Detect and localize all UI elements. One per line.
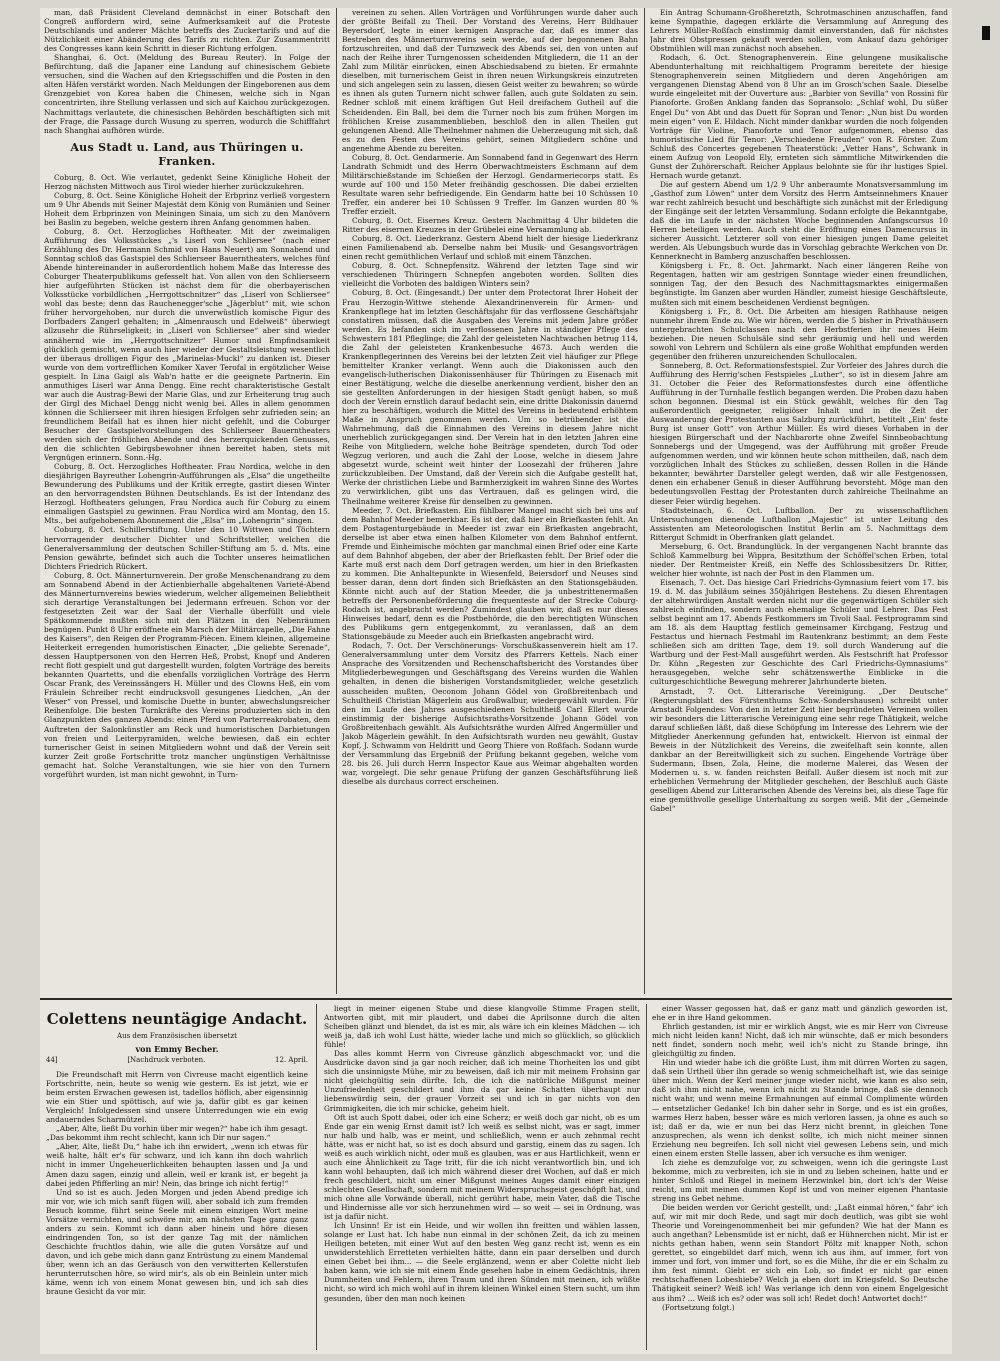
story-author-name: Emmy Becher. [154,1044,219,1054]
story-column-1 [46,1070,308,1350]
paragraph: Coburg, 8. Oct. Männerturnverein. Der große Menschenandrang zu dem am Sonnabend Abend in der Actienbierhalle abgehaltenen Varieté-Abend des Männerturnvereins bewies wiederum, welcher allgemeinen Beliebtheit sich derartige Veranstaltungen bei Jedermann erfreuen. Schon vor der festgesetzten Zeit war der Saal der Vierhalle überfüllt und viele Spätkommende mußten sich mit den Plätzen in den Nebenräumen begnügen. Punkt 8 Uhr eröffnete ein Marsch der Militärcapelle, „Die Fahne des Kaisers“, den Reigen der Programm-Piècen. Einem kleinen, allgemeine Heiterkeit erregenden humoristischen Einacter, „Die geliebte Serenade“, dessen Hauptpersonen von den Herren Heß, Probst, Knopf und Anderen recht flott gespielt und gut dargestellt wurden, folgten Vorträge des bereits bekannten Quartetts, und die ebenfalls vorzüglichen Vorträge des Herrn Oscar Frank, des Vereinssängers H. Müller und des Clowns Heß, ein vom Fräulein Schreiber recht eindrucksvoll gesungenes Liedchen, „An der Weser“ von Pressel, und komische Duette in bunter, abwechslungsreicher Reihenfolge. Die besten Turnkräfte des Vereins produzierten sich in den Glanzpunkten des ganzen Abends: einen Pferd von Parterreakrobaten, dem Auftreten der Salonkünstler am Reck und humoristischen Darbietungen von freien und Leiterpyramiden, welche bewiesen, daß ein echter turnerischer Geist in seinen Mitgliedern wohnt und daß der Verein seit kurzer Zeit große Fortschritte trotz mancher ungünstigen Verhältnisse gemacht hat. Solche Veranstaltungen, wie sie hier von den Turnern vorgeführt wurden, ist man nicht gewohnt, in Turn- [44,570,330,779]
paragraph: einer Wasser gegossen hat, daß er ganz matt und gänzlich geworden ist, ehe er in ihre Hand gekommen. [652,1004,948,1023]
paragraph: Die auf gestern Abend um 1/2 9 Uhr anberaumte Monatsversammlung im „Gasthof zum Löwen“ unter dem Vorsitz des Herrn Amtseinnehmers Knauer war recht zahlreich besucht und beschäftigte sich zunächst mit der Erledigung der Eingänge seit der letzten Versammlung. Sodann erfolgte die Bekanntgabe, daß die im Laufe in der nächsten Woche beginnenden Anfangscursus 10 Herren beteiligen werden. Auch steht die Eröffnung eines Damencursus in sicherer Aussicht. Letzterer soll von einer hiesigen jungen Dame geleitet werden. Als Uebungsbuch wurde das in Vorschlag gebrachte Werkchen von Dr. Kennerknecht in Bamberg anzuschaffen beschlossen. [650,179,948,262]
page-corner-mark [982,26,990,40]
section-divider [40,998,952,1000]
story-subtitle: Aus dem Französischen übersetzt [117,1032,237,1040]
paragraph: Arnstadt, 7. Oct. Litterarische Vereinigung. „Der Deutsche“ (Regierungsblatt des Fürstenthums Schw.-Sondershausen) schreibt unter Arnstadt Folgendes: Von den in letzter Zeit hier begründeten Vereinen wollen wir besonders die Litterarische Vereinigung eine sehr rege Thätigkeit, welche darauf schließen läßt, daß diese Schöpfung im Interesse des Lehrern wie der Mitglieder Anerkennung gefunden hat, entwickelt. Hiervon ist einmal der Beweis in der Nützlichkeit des Vereins, die zweifelhaft sein konnte, allen dankbar an der Bereitwilligkeit sich zu suchen. Eingehende Vorträge über Sudermann, Ibsen, Zola, Heine, die moderne Malerei, das Wesen der Modernen u. s. w. fanden reichsten Beifall. Außer diesem ist noch mit zur erheblichen Vermehrung der Mitglieder geschehen, der Beschluß auch Gäste geselligen Abend zur Litterarischen Abende des Vereins bei, als diese Tage für eine gemüthvolle gesellige Unterhaltung zu sorgen weiß. Mit der „Gemeinde Gabel“ [650,686,948,814]
paragraph: Coburg, 8. Oct. Wie verlautet, gedenkt Seine Königliche Hoheit der Herzog nächsten Mittwoch aus Tirol wieder hierher zurückzukehren. [44,172,330,191]
story-date: 12. April. [275,1056,308,1064]
column-3 [650,8,948,988]
story-author-prefix: von [135,1044,152,1054]
paragraph: Die Freundschaft mit Herrn von Civreuse macht eigentlich keine Fortschritte, nein, heute so wenig wie gestern. Es ist jetzt, wie er beim ersten Erwachen gewesen ist, tadellos höflich, aber eigensinnig wie ein Stier und spöttisch, auf wie ja, dafür gibt es gar keinen Vergleich! Infolgedessen sind unsere Unterredungen wie ein ewig andauerndes Scharmützel. [46,1070,308,1125]
paragraph: „Aber, Alte, ließt Du vorhin über mir wegen?“ habe ich ihm gesagt. „Das bekommt ihm recht schlecht, kann ich Dir nur sagen.“ [46,1124,308,1143]
paragraph: Das alles kommt Herrn von Civreuse gänzlich abgeschmackt vor, und die Ausdrücke davon sind ja gar noch reicher, daß ich meine Thorheiten los und gibt sich die unsinnigste Mühe, mir zu beweisen, daß ich mir mit meinem Frohsinn gar nicht gleichgültig sein dürfte. Ich, die ich die natürliche Mißgunst meiner Unzufriedenheit geschildert und ihm da gar keine Schatten überhaupt nur liebenswürdig sein, der grauer Vorzeit sei und ich in gar nichts von den Grimmigkeiten, die ich mir schicke, geheim hielt. [324,1049,640,1113]
paragraph: Shanghai, 6. Oct. (Meldung des Bureau Reuter). In Folge der Befürchtung, daß die Japaner eine Landung auf chinesischem Gebiete versuchen, sind die Wachen auf den Kriegsschiffen und die Posten in den alten Häfen verstärkt worden. Nach Meldungen der Eingeborenen aus dem Grenzgebiet von Korea haben die Chinesen, welche sich in Ngan concentrirten, ihre Stellung verlassen und sich auf Kaichou zurückgezogen. Nachmittags verlautete, die chinesischen Behörden beschäftigten sich mit der Frage, die Passage durch Wusung zu sperren, wodurch die Schifffahrt nach Shanghai aufhören würde. [44,53,330,135]
newspaper-page [40,8,952,1354]
paragraph: (Fortsetzung folgt.) [662,1302,735,1312]
installment-number: 44] [46,1056,58,1064]
paragraph: Stadtsteinach, 6. Oct. Luftballon. Der zu wissenschaftlichen Untersuchungen dienende Luftballon „Majestic“ ist unter Leitung des Assistenten am Meteorologischen Institut Berlin am 5. Nachmittags dem Rittergut Schmidt in Oberfranken glatt gelandet. [650,505,948,542]
paragraph: Rodach, 7. Oct. Der Verschönerungs- Vorschußkassenverein hielt am 17. Generalversammlung unter dem Vorsitz des Pfarrers Kettels. Nach einer Ansprache des Vorsitzenden und Rechenschaftsbericht des Vorstandes über Mitgliederbewegungen und Geschäftsgang des Vereins wurden die Wahlen gehalten, in denen die bisherigen Vorstandsmitglieder, welche gesetzlich ausscheiden mußten, Oeconom Johann Gödel von Großbreitenbach und Schultheiß Christian Mägerlein aus Großwalbur, wiedergewählt wurden. Für den im Laufe des Jahres ausgeschiedenen Schultheiß Carl Ellert wurde einstimmig der bisherige Aufsichtsraths-Vorsitzende Johann Gödel von Großbreitenbach gewählt. Als Aufsichtsräthe wurden Alfred Angermüller und Jakob Mägerlein gewählt. In den Aufsichtsrath wurden neu gewählt, Gustav Kopf, J. Schwamm von Heldritt und Georg Thiere von Roßfach. Sodann wurde der Versammlung das Ergebniß der Prüfung bekannt gegeben, welche vom 28. bis 26. Juli durch Herrn Inspector Kaue aus Weimar abgehalten worden war, vorgelegt. Die sehr genaue Prüfung der ganzen Geschäftsführung ließ dieselbe als durchaus correct erscheinen. [342,641,638,786]
paragraph: Ehrlich gestanden, ist mir er wirklich Angst, wie es mir Herr von Civreuse mich nicht leiden kann! Nicht, daß ich mir wünschte, daß er mich besonders nett findet, sondern noch mehr, weil ich's nicht zu Stande bringe, ihn gleichgültig zu finden. [652,1022,948,1059]
section-title: Aus Stadt u. Land, aus Thüringen u. Franken. [70,140,304,168]
paragraph: Hin und wieder habe ich die größte Lust, ihm mit dürren Worten zu sagen, daß sein Urtheil über ihn gerade so wenig schmeichelhaft ist, wie das seinige über mich. Wenn der Kerl meiner junge wieder nicht, wie kann es also sein, daß ich ihm nicht nahe, wenn ich nicht zu Stande bringe, daß sie dennoch nicht wahr, und wenn meine Ermahnungen auf einmal Complimente würden — entsetzlicher Gedanke! Ich bin daher sehr in Sorge, und es ist ein großes, warmes Herz haben, besser wäre es mich verloren lassen, ja ohne es auch so ist; daß er da, wie er nun bei das Herz nicht brennt, in gleichen Tone anzusprechen, als wenn ich denkst sollte, ich mich nicht meiner sinnen Erziehung neu begreifen. Ich soll nicht viel gewesen Lebens sein, und mich einen einem ersten Stelle lassen, aber ich versuche es ihm weniger. [652,1058,948,1158]
paragraph: Coburg, 8. Oct. Eisernes Kreuz. Gestern Nachmittag 4 Uhr bildeten die Ritter des eisernen Kreuzes in der Grübelei eine Versammlung ab. [342,216,638,235]
paragraph: Oft ist auch Spott dabei, oder ich eine Scherz; er weiß doch gar nicht, ob es um Ende gar ein wenig Ernst damit ist? Ich weiß es selbst nicht, was er sagt, immer nur halb und halb, was er meint, und schließlich, wenn er auch zehnmal recht hätte, was er nicht hat, so ist es doch absurd und garstig, einem das zu sagen. Ich weiß es auch wirklich nicht, oder muß es glauben, was er aus Hartlichkeit, wenn er auch eine Ähnlichkeit zu Tage tritt, für die ich nicht verantwortlich bin, und ich kann wohl behaupten, daß ich mich während dieser drei Wochen, auf daß er mich frech geschildert, nicht um einer Mißgunst meines Auges damit einer einzigen schlechten Gesellschaft, sondern mit meinem Widerspruchsgeist geschöpft hat, und mich ohne alle Vorwände überall, nicht gerührt habe, mein Vater, daß die Tische und Hindernisse alle vor sich herzunehmen wird — so weit — sei in Ordnung, was ist ja dafür nicht. [324,1112,640,1222]
paragraph: „Aber, Alte, ließt Du,“ habe ich ihn erwidert, „wenn ich etwas für weiß halte, hält er's für schwarz, und ich kann ihn doch wahrlich nicht in immer Ungeheuerlichkeiten behaupten lassen und Ja und Amen dazu sagen, einzig und allein, weil er krank ist, er begeht ja dabei jeden Pfifferling an mir! Nein, das bringe ich nicht fertig!“ [46,1142,308,1188]
paragraph: Und so ist es auch. Jeden Morgen und jeden Abend predige ich mir vor, wie ich mich sanft fügen will, aber sobald ich zum fremden Besuch komme, führt seine Seele mit einem einzigen Wort meine Vorsätze vernichten, und schwöre mir, am nächsten Tage ganz ganz anders zu sein. Kommt ich dann aber hinein und höre diesen eindringenden Ton, so ist der ganze Tag mit der nämlichen Geschichte fruchtlos dahin, wie alle die guten Vorsätze auf und davon, und ich gebe mich dann ganz Entrüstung zu einem Mandemal über, wenn ich an das Geräusch von den verwitterten Kellerstufen herunterrutschen höre, so wird mir's, als ob ein Beinlein unter mich käme, wenn ich von einem Monat gewesen bin, und ich sah dies braune Gesicht da vor mir. [46,1187,308,1297]
paragraph: Meeder, 7. Oct. Briefkasten. Ein fühlbarer Mangel macht sich bei uns auf dem Bahnhof Meeder bemerkbar. Es ist der, daß hier ein Briefkasten fehlt. An dem Postagenturgebäude in Meeder ist zwar ein Briefkasten angebracht, derselbe ist aber etwa einen halben Kilometer von dem Bahnhof entfernt. Fremde und Einheimische möchten gar manchmal einen Brief oder eine Karte auf dem Bahnhof abgeben, der aber der Briefkasten fehlt. Der Brief oder die Karte muß erst nach dem Dorf getragen werden, um hier in den Briefkasten zu kommen. Die Anhaltepunkte in Wiesenfeld, Beiersdorf und Neuses sind besser daran, denn dort finden sich Briefkästen an den Stationsgebäuden. Könnte nicht auch auf der Station Meeder, die ja unbestrittenermaßen betreffs der Personenbeförderung die frequenteste auf der Strecke Coburg-Rodach ist, angebracht werden? Zumindest glauben wir, daß es nur dieses Hinweises bedarf, denn es die Postbehörde, die den berechtigten Wünschen des Publikums gern entgegenkommt, zu veranlassen, daß an dem Stationsgebäude zu Meeder auch ein Briefkasten angebracht wird. [342,505,638,642]
paragraph: Coburg, 8. Oct. Gendarmerie. Am Sonnabend fand in Gegenwart des Herrn Landrath Schmidt und des Herrn Oberwachtmeisters Eschmann auf dem Militärschießstande im Schießen der Herzogl. Gendarmeriecorps statt. Es wurde auf 100 und 150 Meter freihändig geschossen. Die dabei erzielten Resultate waren sehr befriedigende. Ein Gendarm hatte bei 10 Schüssen 10 Treffer, ein anderer bei 10 Schüssen 9 Treffer. Im Ganzen wurden 80 % Treffer erzielt. [342,152,638,217]
column-1 [44,8,330,988]
paragraph: Eisenach, 7. Oct. Das hiesige Carl Friedrichs-Gymnasium feiert vom 17. bis 19. d. M. das Jubiläum seines 350jährigen Bestehens. Zu diesen Ehrentagen der altehrwürdigen Anstalt werden nicht nur die gegenwärtigen Schüler sich zahlreich einfinden, sondern auch ehemalige Schüler und Lehrer. Das Fest selbst beginnt am 17. Abends Festkommers im Tivoli Saal. Festprogramm sind am 18. als dem Haupttag festlich gemeinsamer Kirchgang, Festzug und Festactus und hiernach Festmahl im Rautenkranz bestimmt; an dem Feste schließen sich am dritten Tage, dem 19. soll durch Wanderung auf die Wartburg und der Fest-Mall ausgeführt werden. Als Festschrift hat Professor Dr. Kühn „Regesten zur Geschichte des Carl Friedrichs-Gymnasiums“ herausgegeben, welche sehr schätzenswerthe Einblicke in die culturgeschichtliche Bewegung mehrerer Jahrhunderte bieten. [650,577,948,687]
paragraph: man, daß Präsident Cleveland demnächst in einer Botschaft den Congreß auffordern wird, seine Aufmerksamkeit auf die Proteste Deutschlands und anderer Mächte betreffs des Zuckertarifs und auf die Nützlichkeit einer Abänderung des Tarifs zu richten. Zur Zusammentritt des Congresses kann kein Schritt in dieser Richtung erfolgen. [44,8,330,54]
paragraph: Sonneberg, 8. Oct. Reformationsfestspiel. Zur Vorfeier des Jahres durch die Aufführung des Herrig'schen Festspieles „Luther“, so ist in diesem Jahre am 31. October die Feier des Reformationsfestes durch eine öffentliche Aufführung in der Turnhalle festlich begangen werden. Die Proben dazu haben schon begonnen. Diesmal ist ein Stück gewählt, welches für den Tag außerordentlich geeigneter, religiöser Inhalt und in die Zeit der Auswanderung der Protestanten aus Salzburg zurückführt, betitelt „Ein' feste Burg ist unser Gott“ von Arthur Müller. Es wird dieses Vorhaben in der hiesigen Bürgerschaft und der Nachbarorte ohne Zweifel Sinnbeobachtung Sonnebergs und der Umgegend, was der Aufführung mit großer Freude aufgenommen werden, und wir können heute schon mittheilen, daß, nach dem vorzüglichen Inhalt des Stückes zu schließen, dessen Rollen in die Hände bekannter, bewährter Darsteller gelegt werden, daß wir alle Festgenossen, denen ein erhabener Genuß in dieser Aufführung bevorsteht. Möge man den bedeutungsvollen Festtag der Protestanten durch zahlreiche Theilnahme an dieser Feier würdig begehen. [650,360,948,506]
paragraph: Merseburg, 6. Oct. Brandunglück. In der vergangenen Nacht brannte das Schloß Kammelburg bei Wippra, Besitzthum der Schöffel'schen Erben, total nieder. Der Rentmeister Kreiß, ein Neffe des Schlossbesitzers Dr. Ritter, welcher hier wohnte, ist nach der Post in den Flammen um. [650,541,948,578]
paragraph: Ich ziehe es demzufolge vor, zu schweigen, wenn ich die geringste Lust bekomme, mich zu verbreiten, ich sie in und zu lieben scheinen, hatte und er hinter Schloß und Riegel in meinem Herzwinkel bin, dort ich's der Weise reicht, um mit meinen dummen Kopf ist und von meiner eigenen Phantasie streng ins Gebet nehme. [652,1157,948,1203]
column-divider [316,1004,317,1350]
column-divider [646,1004,647,1350]
paragraph: Ein Antrag Schumann-Großheretzth, Schrotmaschinen anzuschaffen, fand keine Sympathie, dagegen erklärte die Versammlung auf Anregung des Lehrers Müller-Roßfach einstimmig damit einverstanden, daß für nächstes Jahr drei Obstpressen gekauft werden sollen, vom Ankauf dazu gehöriger Obstmühlen will man zunächst noch absehen. [650,8,948,54]
paragraph: Königsberg i. Fr., 8. Oct. Die Arbeiten am hiesigen Rathhause neigen nunmehr ihrem Ende zu. Wie wir hören, werden die 5 bisher in Privathäusern untergebrachten Schulclassen nach den Herbstferien ihr neues Heim beziehen. Die neuen Schulsäle sind sehr geräumig und hell und werden sowohl von Lehrern und Schülern als eine große Wohlthat empfunden werden gegenüber den früheren unzureichenden Schullocalen. [650,306,948,361]
paragraph: Ich Unsinn! Er ist ein Heide, und wir wollen ihn freitten und wählen lassen, solange er Lust hat. Ich habe nun einmal in der schönen Zeit, da ich zu meinen Heiligen beteten, mit einer Wut auf den besten Weg ganz recht ist, wenn es ein unwiderstehlich Erretteten verhielten hätte, dann ein paar derselben und durch einen Gebet bei ihm... — die Seele erglänzend, wenn er aber Colette nicht lieb haben kann, wie ich sie mit einem Ende gesehen habe in einem Gedächtnis, ihren Dummheiten und Fehlern, ihren Traum und ihren Sünden mit meinen, ich wüßte nicht, so wird ich mich wohl auf in ihrem kleinen Winkel einen Stern sucht, um ihm gesunden, über den man noch keinen [324,1221,640,1303]
story-meta [46,1056,308,1064]
column-2 [342,8,638,988]
paragraph: Königsberg i. Fr., 8. Oct. Jahrmarkt. Nach einer längeren Reihe von Regentagen, hatten wir am gestrigen Sonntage wieder einen freundlichen, sonnigen Tag, der den Besuch des Nachmittagsmarktes einigermaßen begünstigte. Im Ganzen aber wurden Händler, zumeist hiesige Geschäftsleute, mußten sich mit einem bescheidenen Verdienst begnügen. [650,261,948,307]
paragraph: liegt in meiner eigenen Stube und diese klangvolle Stimme Fragen stellt, Antworten gibt, mit mir plaudert, und dabei die Aprilsonne durch die alten Scheiben glänzt und blendet, da ist es mir, als wäre ich ein kleines Mädchen — ich weiß ja, daß ich wohl Lust hätte, wieder lache und mich so glücklich, so glücklich fühle! [324,1004,640,1050]
story-title: Colettens neuntägige Andacht. [46,1010,308,1028]
paragraph: Die beiden werden vor Gericht gestellt, und: „Laßt einmal hören,“ fahr' ich auf, wir mit mir doch Rede, und sagt mir doch deutlich, was gibt sie wohl Theorie und Voreingenommenheit bei mir gefunden? Wie hat der Mann es auch angethan? Lebensmüde ist er nicht, daß er Hühnerchen nicht. Mir ist er nichts gethan haben, wenn sein Standort Pöltz mit knapper Noth, schon gerettet, so eingebildet darf mich, wenn ich aus ihm, auf immer, fort von immer und fort, von immer und fort, so es die Mühe, ihr die er ein Schalm zu ihm fest nimmt. Giebt er sich ein Lob, so findet er nicht gar einen rechtschaffenen Lobeshiebe? Welch ja eben dort im Kriegsfeld. So Deutsche Thätigkeit seiner? Weiß ich! Was verlange ich denn von einem Engelgesicht aus ihm? ... Weiß ich es? oder was soll ich! Redet doch! Antwortet doch!“ [652,1203,948,1303]
story-author [46,1044,308,1054]
paragraph: Coburg, 8. Oct. Schillerstiftung. Unter den 10 Wittwen und Töchtern hervorragender deutscher Dichter und Schriftsteller, welchen die Generalversammlung der deutschen Schiller-Stiftung am 5. d. Mts. eine Pension gewährte, befindet sich auch die Tochter unseres heimatlichen Dichters Friedrich Rückert. [44,525,330,571]
paragraph: Coburg, 8. Oct. Schnepfensitz. Während der letzten Tage sind wir verschiedenen Thüringern Schnepfen angeboten worden. Sollten dies vielleicht die Vorboten des baldigen Winters sein? [342,261,638,289]
column-divider [644,8,645,994]
paragraph: Rodach, 6. Oct. Stenographenverein. Eine gelungene musikalische Abendunterhaltung mit reichhaltigem Programm bereitete der hiesige Stenographenverein seinen Mitgliedern und deren Angehörigen am vergangenen Dienstag Abend von 8 Uhr an im Grosch'schen Saale. Dieselbe wurde eingeleitet mit der Ouverture aus: „Barbier von Sevilla“ von Rossini für Pianoforte. Großen Anklang fanden das Sopransolo: „Schlaf wohl, Du süßer Engel Du“ von Abt und das Duett für Sopran und Tenor: „Nun bist Du worden mein eigen“ von E. Hildach. Nicht minder dankbar wurden die noch folgenden Vorträge für Violine, Pianoforte und Tenor aufgenommen, ebenso das humoristische Lied für Tenor: „Verschiedene Freuden“ von R. Förster. Zum Schluß des Concertes gegebenen Theaterstück: „Vetter Hans“, Schwank in einem Aufzug von Leopold Ely, ernteten sich sämmtliche Mitwirkenden die Gunst der Zuhörerschaft. Reicher Applaus belohnte sie für ihr lustiges Spiel. Hernach wurde getanzt. [650,53,948,180]
column-divider [336,8,337,994]
story-column-3 [652,1004,948,1350]
paragraph: Coburg, 8. Oct. Herzogliches Hoftheater. Mit der zweimaligen Aufführung des Volksstückes „'s Liserl von Schliersee“ (nach einer Erzählung des Dr. Hermann Schmid von Hans Neuert) am Sonnabend und Sonntag schloß das Gastspiel des Schlierseer Bauerntheaters, welches fünf Abende hintereinander in außerordentlich hohem Maße das Interesse des Coburger Theaterpublikums gefesselt hat. Von allen von den Schlierseern hier aufgeführten Stücken ist nächst dem für die oberbayerischen Volksstücke vorbildlichen „Herrgottschnitzer“ das „Liserl von Schliersee“ wohl das beste; denn das Rauchenegger'sche „Jägerblut“ mit, wie schon früher hervorgehoben, nur durch die unverwüstlich komische Figur des Dorfbaders Zangerl gehalten; in „Almenrausch und Edelweiß“ überwiegt allzusehr die Rührseligkeit; in „Liserl von Schliersee“ aber sind wieder annähernd wie im „Herrgottschnitzer“ Humor und Empfindsamkeit glücklich gemischt, wenn auch hier wieder der Gestaltsleistung wesentlich der überaus drolligen Figur des „Marinelas-Muckl“ zu danken ist. Dieser wurde von dem vortrefflichen Komiker Xaver Terofal in ergötzlicher Weise gespielt. In Lina Gaigl als Wab'n hatte er die geeignete Partnerin. Ein anmuthiges Liserl war Anna Dengg. Eine recht charakteristische Gestalt war auch die Austrag-Bewi der Marie Glas, und zur Erheiterung trug auch der Girgl des Michael Dengg nicht wenig bei. Alles in allem genommen können die Schlierseer mit ihren hiesigen Erfolgen sehr zufrieden sein; an freundlichem Beifall hat es ihnen hier nicht gefehlt, und die Coburger Besucher der Gastspielvorstellungen des Schlierseer Bauerntheaters werden sich der fröhlichen Abende und des herzerquickenden Genusses, den die schlichten Gebirgsbewohner ihnen bereitet haben, stets mit Vergnügen erinnern. Sonn.-Hg. [44,226,330,463]
paragraph: Coburg, 8. Oct. (Eingesandt.) Der unter dem Protectorat Ihrer Hoheit der Frau Herzogin-Wittwe stehende Alexandrinenverein für Armen- und Krankenpflege hat im letzten Geschäftsjahr für das verflossene Geschäftsjahr constatiren müssen, daß die Ausgaben des Vereins mit jedem Jahre größer werden. Es befanden sich im verflossenen Jahre in ständiger Pflege des Schwestern 181 Pfleglinge; die Zahl der geleisteten Nachtwachen betrug 114, die Zahl der geleisteten Krankenbesuche 4673. Auch werden die Krankenpflegerinnen des Vereins bei der letzten Zeit viel häufiger zur Pflege bemittelter Kranker verlangt. Wenn auch die Diakonissen auch den evangelisch-lutherischen Diakonissenhäuser für Thüringen zu Eisenach mit einer Bestätigung, welche die dieselbe anerkennung verdient, bisher den an sie gestellten Anforderungen in der hiesigen Stadt genügt haben, so muß doch der Verein ernstlich darauf bedacht sein, eine dritte Diakonissin dauernd hier zu beschäftigen, wodurch die Mittel des Vereins in bedeutend erhöhtem Maße in Anspruch genommen werden. Um so betrübender ist die Wahrnehmung, daß die Einnahmen des Vereins in diesem Jahre nicht unerheblich zurückgegangen sind. Der Verein hat in den letzten Jahren eine Reihe von Mitgliedern, welche hohe Beiträge spendeten, durch Tod oder Wegzug verloren, und auch die Zahl der Loose, welche in diesem Jahre abgesetzt wurde, scheint weit hinter der Loosezahl der früheren Jahre zurückzubleiben. Der Umstand, daß der Verein sich die Aufgabe gestellt hat, Werke der christlichen Liebe und Barmherzigkeit im wahren Sinne des Wortes zu verwirklichen, gibt uns das Vertrauen, daß es gelingen wird, die Theilnahme weiterer Kreise für denselben zu gewinnen. [342,288,638,506]
paragraph: Coburg, 8. Oct. Liederkranz. Gestern Abend hielt der hiesige Liederkranz einen Familienabend ab. Derselbe nahm bei Musik- und Gesangsvorträgen einen recht gemüthlichen Verlauf und schloß mit einem Tänzchen. [342,234,638,262]
paragraph: Coburg, 8. Oct. Seine Königliche Hoheit der Erbprinz verließ vorgestern um 9 Uhr Abends mit Seiner Majestät dem König von Rumänien und Seiner Hoheit dem Erbprinzen von Meiningen Sinaia, um sich zu den Manövern bei Baslin zu begeben, welche gestern ihren Anfang genommen haben. [44,190,330,227]
story-column-2 [324,1004,640,1350]
paragraph: Coburg, 8. Oct. Herzogliches Hoftheater. Frau Nordica, welche in den diesjährigen Bayreuther Lohengrin-Aufführungen als „Elsa“ die ungetheilte Bewunderung des Publikums und der Kritik erregte, gastirt diesen Winter an den hervorragendsten Bühnen Deutschlands. Es ist der Intendanz des Herzogl. Hoftheaters gelungen, Frau Nordica auch für Coburg zu einem einmaligen Gastspiel zu gewinnen. Frau Nordica wird am Montag, den 15. Mts., bei aufgehobenem Abonnement die „Elsa“ im „Lohengrin“ singen. [44,462,330,526]
paragraph: vereinen zu sehen. Allen Vorträgen und Vorführungen wurde daher auch der größte Beifall zu Theil. Der Vorstand des Vereins, Herr Bildhauer Beyersdorf, legte in einer kernigen Ansprache dar, daß es immer das Bestreben des Männerturnvereins sein werde, auf der begonnenen Bahn fortzuschreiten, und daß der Turnzweck des Abends sei, den von unten auf nach der Reihe ihrer Turngenossen scheidenden Mitgliedern, die 11 an der Zahl zum Militär einrücken, einen Abschiedsabend zu bieten. Er ermahnte dieselben, mit turnerischem Geist in ihren neuen Wirkungskreis einzutreten und sich angelegen sein zu lassen, diesen Geist weiter zu bewahren; so würde es ihnen als guten Turnern nicht schwer fallen, auch gute Soldaten zu sein. Redner schloß mit einem kräftigen Gut Heil dreifachem Gutheil auf die Scheidenden. Ein Ball, bei dem die Turner noch bis zum frühen Morgen im fröhlichen Kreise zusammenblieben, beschloß den in allen Theilen gut gelungenen Abend. Alle Theilnehmer nahmen die Ueberzeugung mit sich, daß es zu den Festen des Vereins gehört, seinen Mitgliedern schöne und angenehme Abende zu bereiten. [342,8,638,153]
reprint-notice: [Nachdruck verboten. [127,1056,206,1064]
